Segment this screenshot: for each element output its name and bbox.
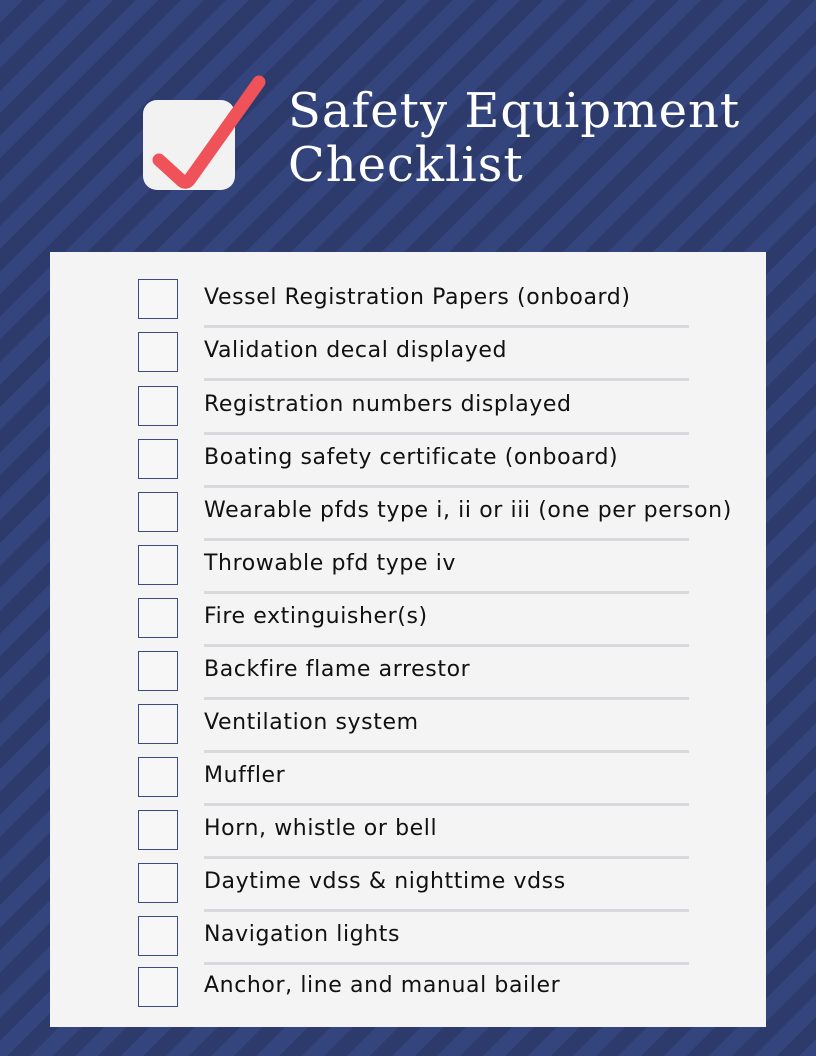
checkbox[interactable] bbox=[138, 863, 178, 903]
checkbox[interactable] bbox=[138, 757, 178, 797]
item-label: Throwable pfd type iv bbox=[204, 551, 457, 576]
checkmark-icon bbox=[143, 74, 273, 204]
item-divider bbox=[204, 856, 689, 859]
checkbox[interactable] bbox=[138, 439, 178, 479]
checkbox[interactable] bbox=[138, 651, 178, 691]
item-divider bbox=[204, 909, 689, 912]
item-label: Ventilation system bbox=[204, 710, 419, 735]
title-line-1: Safety Equipment bbox=[288, 83, 741, 139]
checkbox[interactable] bbox=[138, 967, 178, 1007]
checkbox[interactable] bbox=[138, 332, 178, 372]
item-label: Boating safety certificate (onboard) bbox=[204, 445, 619, 470]
checklist-item bbox=[50, 651, 766, 691]
checklist-item bbox=[50, 492, 766, 532]
item-label: Daytime vdss & nighttime vdss bbox=[204, 869, 566, 894]
checklist-item bbox=[50, 916, 766, 956]
checkbox[interactable] bbox=[138, 492, 178, 532]
item-divider bbox=[204, 697, 689, 700]
item-divider bbox=[204, 591, 689, 594]
item-label: Navigation lights bbox=[204, 922, 401, 947]
item-label: Muffler bbox=[204, 763, 286, 788]
item-divider bbox=[204, 644, 689, 647]
checklist-item bbox=[50, 967, 766, 1007]
checkbox[interactable] bbox=[138, 279, 178, 319]
checklist-item bbox=[50, 863, 766, 903]
item-divider bbox=[204, 750, 689, 753]
item-label: Validation decal displayed bbox=[204, 338, 508, 363]
checklist-item bbox=[50, 332, 766, 372]
checklist-card bbox=[50, 252, 766, 1027]
page-title bbox=[288, 84, 740, 192]
checklist-item bbox=[50, 439, 766, 479]
item-divider bbox=[204, 378, 689, 381]
item-divider bbox=[204, 538, 689, 541]
logo-badge bbox=[143, 100, 235, 190]
item-label: Vessel Registration Papers (onboard) bbox=[204, 285, 631, 310]
item-label: Horn, whistle or bell bbox=[204, 816, 438, 841]
title-line-2: Checklist bbox=[288, 137, 524, 193]
checklist-item bbox=[50, 757, 766, 797]
checkbox[interactable] bbox=[138, 545, 178, 585]
item-label: Fire extinguisher(s) bbox=[204, 604, 428, 629]
item-label: Registration numbers displayed bbox=[204, 392, 572, 417]
item-divider bbox=[204, 803, 689, 806]
item-divider bbox=[204, 962, 689, 965]
checklist-item bbox=[50, 704, 766, 744]
checklist-item bbox=[50, 279, 766, 319]
item-divider bbox=[204, 325, 689, 328]
checkbox[interactable] bbox=[138, 386, 178, 426]
checkbox[interactable] bbox=[138, 916, 178, 956]
item-divider bbox=[204, 432, 689, 435]
checklist-item bbox=[50, 810, 766, 850]
checkbox[interactable] bbox=[138, 810, 178, 850]
item-divider bbox=[204, 485, 689, 488]
checklist-item bbox=[50, 386, 766, 426]
checklist-item bbox=[50, 598, 766, 638]
checkbox[interactable] bbox=[138, 598, 178, 638]
item-label: Wearable pfds type i, ii or iii (one per person) bbox=[204, 498, 732, 523]
checkbox[interactable] bbox=[138, 704, 178, 744]
item-label: Backfire flame arrestor bbox=[204, 657, 471, 682]
item-label: Anchor, line and manual bailer bbox=[204, 973, 561, 998]
checklist-item bbox=[50, 545, 766, 585]
